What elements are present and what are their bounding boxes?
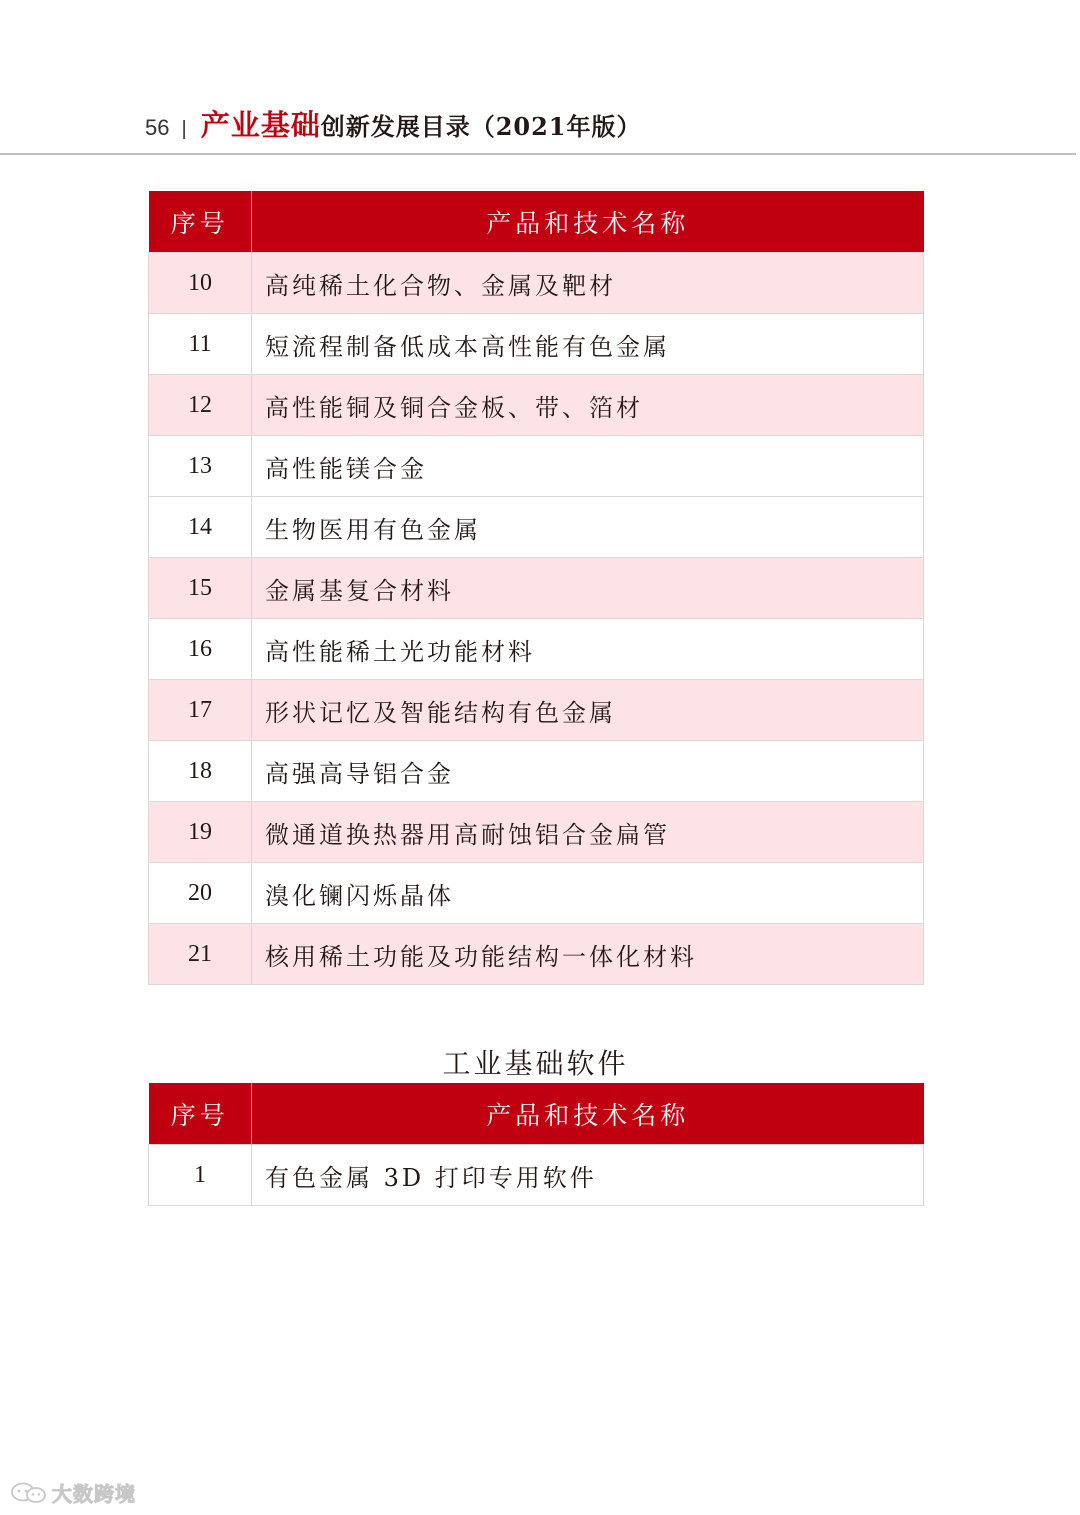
header-divider <box>0 153 1076 155</box>
table-row <box>149 741 924 802</box>
page-header <box>145 103 642 143</box>
row-index: 13 <box>149 436 252 497</box>
page-number: 56 <box>145 115 170 140</box>
column-header-index: 序号 <box>149 1083 252 1145</box>
row-name: 高性能铜及铜合金板、带、箔材 <box>252 375 924 436</box>
wechat-logo-icon <box>10 1482 48 1504</box>
table-row <box>149 802 924 863</box>
catalog-table-software <box>148 1083 924 1206</box>
row-index: 18 <box>149 741 252 802</box>
table-row <box>149 680 924 741</box>
row-index: 16 <box>149 619 252 680</box>
table-row <box>149 1145 924 1206</box>
table-row <box>149 863 924 924</box>
row-name: 高强高导铝合金 <box>252 741 924 802</box>
header-separator: | <box>181 118 187 140</box>
table-row <box>149 497 924 558</box>
row-name: 短流程制备低成本高性能有色金属 <box>252 314 924 375</box>
table-row <box>149 314 924 375</box>
table-row <box>149 619 924 680</box>
row-name: 微通道换热器用高耐蚀铝合金扁管 <box>252 802 924 863</box>
book-title-rest: 创新发展目录（2021年版） <box>320 112 642 141</box>
book-title-highlight: 产业基础 <box>200 108 321 142</box>
table-header-row <box>149 191 924 253</box>
column-header-index: 序号 <box>149 191 252 253</box>
catalog-table-materials <box>148 191 924 985</box>
row-index: 17 <box>149 680 252 741</box>
row-name: 核用稀土功能及功能结构一体化材料 <box>252 924 924 985</box>
row-index: 15 <box>149 558 252 619</box>
table-row <box>149 253 924 314</box>
column-header-name: 产品和技术名称 <box>252 191 924 253</box>
table-row <box>149 558 924 619</box>
watermark-text: 大数跨境 <box>52 1482 136 1506</box>
table-row <box>149 375 924 436</box>
row-index: 19 <box>149 802 252 863</box>
row-name: 溴化镧闪烁晶体 <box>252 863 924 924</box>
row-name: 有色金属 3D 打印专用软件 <box>252 1145 924 1206</box>
table-row <box>149 436 924 497</box>
table-row <box>149 924 924 985</box>
row-name: 高性能稀土光功能材料 <box>252 619 924 680</box>
row-name: 金属基复合材料 <box>252 558 924 619</box>
row-index: 11 <box>149 314 252 375</box>
section-title-software: 工业基础软件 <box>442 1047 629 1080</box>
row-name: 高纯稀土化合物、金属及靶材 <box>252 253 924 314</box>
row-index: 14 <box>149 497 252 558</box>
row-index: 1 <box>149 1145 252 1206</box>
row-index: 10 <box>149 253 252 314</box>
watermark <box>10 1478 136 1507</box>
row-name: 形状记忆及智能结构有色金属 <box>252 680 924 741</box>
row-index: 21 <box>149 924 252 985</box>
row-name: 生物医用有色金属 <box>252 497 924 558</box>
row-name: 高性能镁合金 <box>252 436 924 497</box>
row-index: 20 <box>149 863 252 924</box>
column-header-name: 产品和技术名称 <box>252 1083 924 1145</box>
row-index: 12 <box>149 375 252 436</box>
table-header-row <box>149 1083 924 1145</box>
